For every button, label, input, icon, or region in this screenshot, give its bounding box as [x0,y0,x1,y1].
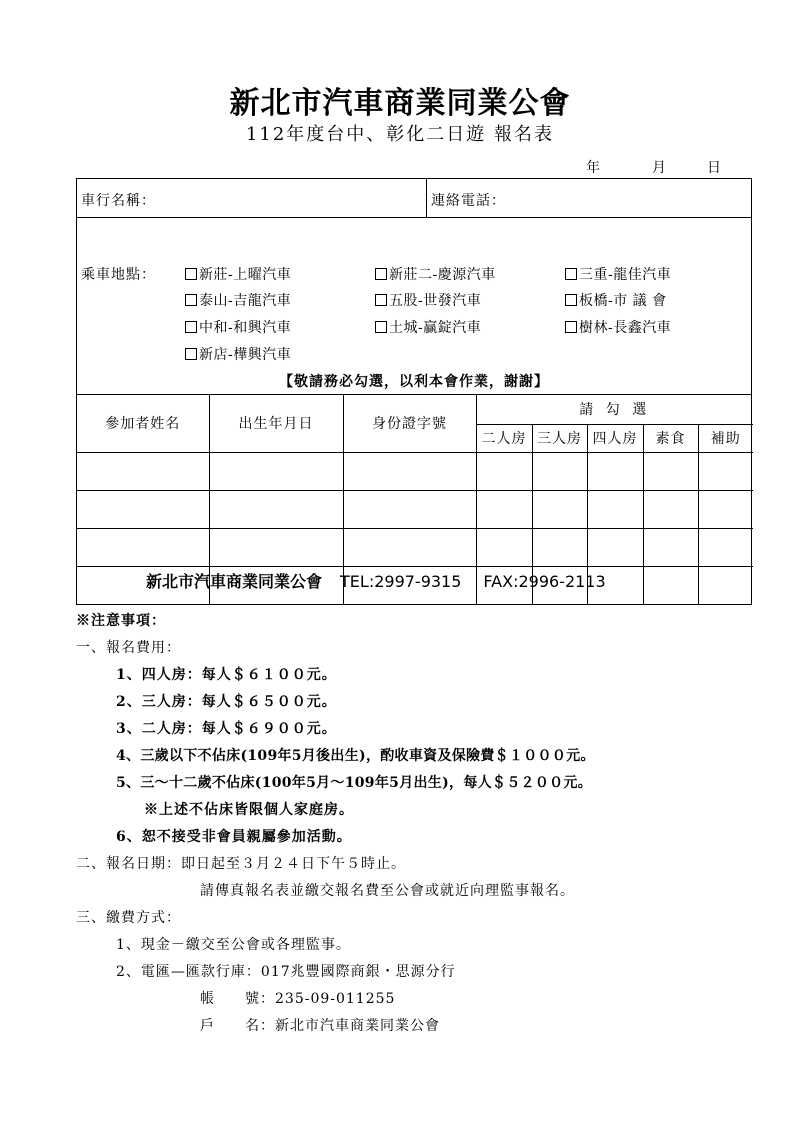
table-row [77,528,753,566]
option-cell[interactable] [698,566,753,604]
option-cell[interactable] [698,490,753,528]
header-birth: 出生年月日 [209,395,343,452]
checkbox[interactable] [375,294,387,306]
option-cell[interactable] [643,566,698,604]
station-option[interactable]: 五股-世發汽車 [375,290,481,310]
checkbox[interactable] [185,321,197,333]
station-option[interactable]: 三重-龍佳汽車 [565,264,671,284]
name-cell[interactable] [77,490,209,528]
footer-tel: TEL:2997-9315 [340,572,462,591]
option-cell[interactable] [476,528,532,566]
station-option[interactable]: 土城-贏錠汽車 [375,317,481,337]
page-subtitle: 112年度台中、彰化二日遊 報名表 [245,124,555,145]
checkbox[interactable] [565,321,577,333]
birth-cell[interactable] [209,528,343,566]
payment-item: 2、電匯—匯款行庫：017兆豐國際商銀・思源分行 [116,964,456,980]
header-option: 三人房 [532,424,587,452]
checkbox[interactable] [185,294,197,306]
company-row-divider [426,179,427,217]
footer-fax: FAX:2996-2113 [483,572,606,591]
stations-label: 乘車地點： [81,267,156,283]
footer-org-name: 新北市汽車商業同業公會 [146,572,323,591]
company-row [77,179,751,218]
option-cell[interactable] [476,490,532,528]
station-option[interactable]: 新莊二-慶源汽車 [375,264,496,284]
station-option[interactable]: 新莊-上曜汽車 [185,264,291,284]
option-cell[interactable] [643,528,698,566]
account-holder: 戶 名：新北市汽車商業同業公會 [200,1018,440,1034]
payment-heading: 三、繳費方式： [76,910,181,926]
option-cell[interactable] [643,490,698,528]
phone-label: 連絡電話： [431,193,506,209]
date-month-label: 月 [652,160,666,176]
footer-contact-line [146,569,628,592]
header-option: 補助 [698,424,753,452]
station-option[interactable]: 中和-和興汽車 [185,317,291,337]
account-number: 帳 號：235-09-011255 [200,991,396,1007]
checkbox[interactable] [185,348,197,360]
station-option[interactable]: 泰山-吉龍汽車 [185,290,291,310]
option-cell[interactable] [587,490,643,528]
option-cell[interactable] [532,490,587,528]
station-option[interactable]: 板橋-市 議 會 [565,290,667,310]
station-option[interactable]: 樹林-長鑫汽車 [565,317,671,337]
table-row [77,490,753,528]
option-cell[interactable] [643,452,698,490]
date-year-label: 年 [586,160,600,176]
header-id: 身份證字號 [343,395,476,452]
fee-item: 4、三歲以下不佔床(109年5月後出生)，酌收車資及保險費＄１０００元。 [116,748,595,764]
page-title: 新北市汽車商業同業公會 [229,86,571,121]
date-day-label: 日 [707,160,721,176]
fee-item: 2、三人房：每人＄６５００元。 [116,694,337,710]
checkbox[interactable] [185,268,197,280]
fee-remark: ※上述不佔床皆限個人家庭房。 [144,802,354,818]
checkbox[interactable] [375,321,387,333]
header-select: 請 勾 選 [476,395,753,424]
fee-heading: 一、報名費用： [76,640,181,656]
boarding-stations-row [77,218,751,395]
fee-item: 3、二人房：每人＄６９００元。 [116,721,337,737]
station-option[interactable]: 新店-樺興汽車 [185,344,291,364]
table-row [77,452,753,490]
header-option: 素食 [643,424,698,452]
id-cell[interactable] [343,490,476,528]
name-cell[interactable] [77,452,209,490]
option-cell[interactable] [532,528,587,566]
header-option: 二人房 [476,424,532,452]
name-cell[interactable] [77,528,209,566]
checkbox[interactable] [375,268,387,280]
id-cell[interactable] [343,528,476,566]
notes-heading: ※注意事項： [76,613,166,629]
payment-item: 1、現金－繳交至公會或各理監事。 [116,937,351,953]
fee-item: 5、三～十二歲不佔床(100年5月～109年5月出生)，每人＄５２００元。 [116,775,593,791]
option-cell[interactable] [532,452,587,490]
birth-cell[interactable] [209,452,343,490]
registration-form [76,178,752,605]
header-option: 四人房 [587,424,643,452]
fee-item: 6、恕不接受非會員親屬參加活動。 [116,829,352,845]
company-name-label: 車行名稱： [81,193,156,209]
checkbox[interactable] [565,294,577,306]
date-heading: 二、報名日期：即日起至３月２４日下午５時止。 [76,856,406,872]
option-cell[interactable] [698,528,753,566]
birth-cell[interactable] [209,490,343,528]
id-cell[interactable] [343,452,476,490]
date-detail: 請傳真報名表並繳交報名費至公會或就近向理監事報名。 [200,883,575,899]
selection-notice: 【敬請務必勾選，以利本會作業，謝謝】 [279,374,549,390]
header-name: 參加者姓名 [77,395,209,452]
option-cell[interactable] [587,528,643,566]
option-cell[interactable] [476,452,532,490]
option-cell[interactable] [587,452,643,490]
checkbox[interactable] [565,268,577,280]
fee-item: 1、四人房：每人＄６１００元。 [116,667,337,683]
option-cell[interactable] [698,452,753,490]
